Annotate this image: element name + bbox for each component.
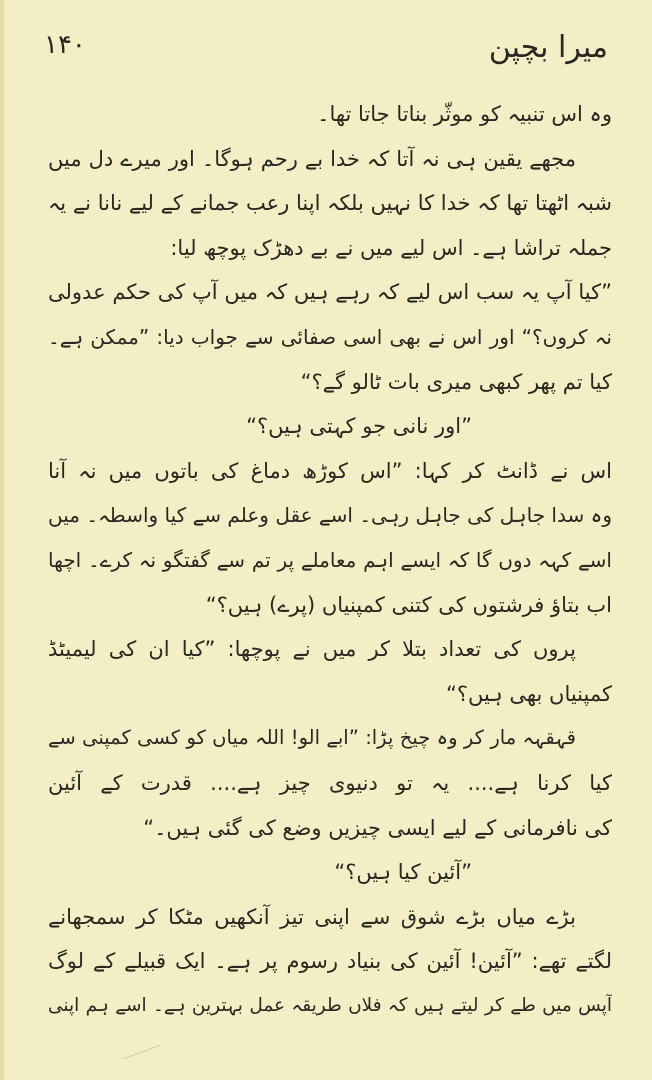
text-line: اب بتاؤ فرشتوں کی کتنی کمپنیاں (پرے) ہیں؟“ xyxy=(205,592,612,617)
page-smudge xyxy=(123,1044,164,1068)
page-header xyxy=(44,30,608,70)
text-line: شبہ اٹھتا تھا کہ خدا کا نہیں بلکہ اپنا رعب جمانے کے لیے نانا نے یہ xyxy=(48,191,612,216)
text-line: اسے کہہ دوں گا کہ ایسے اہم معاملے پر تم سے گفتگو نہ کرے۔ اچھا xyxy=(48,547,612,572)
text-line: نہ کروں؟“ اور اس نے بھی اسی صفائی سے جواب دیا: ”ممکن ہے۔ xyxy=(48,324,612,349)
text-line: آپس میں طے کر لیتے ہیں کہ فلاں طریقہ عمل بہترین ہے۔ اسے ہم اپنی xyxy=(48,994,612,1016)
page-number: ۱۴۰ xyxy=(44,30,86,60)
text-line: کی نافرمانی کے لیے ایسی چیزیں وضع کی گئی ہیں۔“ xyxy=(143,815,612,840)
text-line: بڑے میاں بڑے شوق سے اپنی تیز آنکھیں مٹکا کر سمجھانے xyxy=(48,904,576,929)
text-line: کمپنیاں بھی ہیں؟“ xyxy=(445,681,612,706)
running-title: میرا بچپن xyxy=(488,30,608,65)
text-line: لگتے تھے: ”آئین! آئین کی بنیاد رسوم پر ہے۔ ایک قبیلے کے لوگ xyxy=(48,949,612,974)
text-line: ”آئین کیا ہیں؟“ xyxy=(334,860,472,885)
text-line: ”کیا آپ یہ سب اس لیے کہ رہے ہیں کہ میں آپ کی حکم عدولی xyxy=(48,280,612,305)
text-line: وہ سدا جاہل کی جاہل رہی۔ اسے عقل وعلم سے کیا واسطہ۔ میں xyxy=(48,503,612,528)
text-line: قہقہہ مار کر وہ چیخ پڑا: ”ابے الو! اللہ میاں کو کسی کمپنی سے xyxy=(48,726,576,750)
text-line: جملہ تراشا ہے۔ اس لیے میں نے بے دھڑک پوچھ لیا: xyxy=(170,235,612,260)
text-line: اس نے ڈانٹ کر کہا: ”اس کوڑھ دماغ کی باتوں میں نہ آنا xyxy=(48,458,612,483)
text-line: ”اور نانی جو کہتی ہیں؟“ xyxy=(246,414,472,439)
text-line: مجھے یقین ہی نہ آتا کہ خدا بے رحم ہوگا۔ اور میرے دل میں xyxy=(48,146,576,171)
text-line: وہ اس تنبیہ کو موثّر بناتا جاتا تھا۔ xyxy=(317,102,612,126)
text-line: پروں کی تعداد بتلا کر میں نے پوچھا: ”کیا ان کی لیمیٹڈ xyxy=(48,637,576,662)
text-line: کیا کرنا ہے.... یہ تو دنیوی چیز ہے.... قدرت کے آئین xyxy=(48,770,612,795)
body-text xyxy=(48,92,612,1028)
text-line: کیا تم پھر کبھی میری بات ٹالو گے؟“ xyxy=(300,369,612,394)
